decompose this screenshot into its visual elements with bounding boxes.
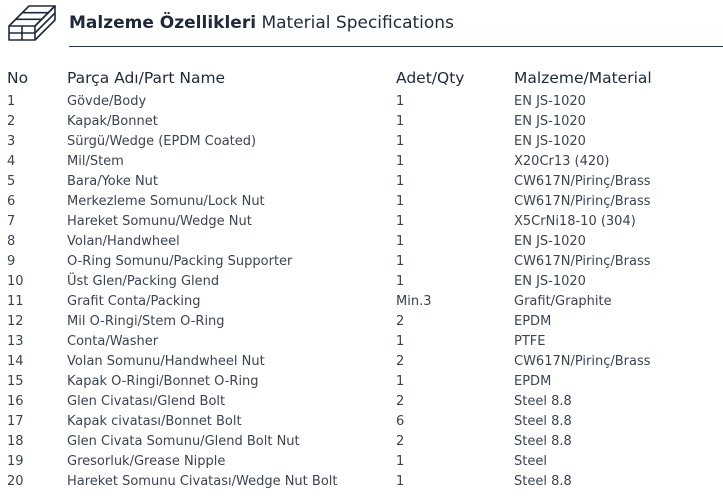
table-row [0,352,723,372]
row-material: EN JS-1020 [514,234,586,249]
row-part-name: Sürgü/Wedge (EPDM Coated) [67,134,257,149]
row-no: 17 [7,414,24,429]
row-no: 19 [7,454,24,469]
row-material: EPDM [514,374,552,389]
row-part-name: Kapak O-Ringi/Bonnet O-Ring [67,374,259,389]
row-part-name: Kapak civatası/Bonnet Bolt [67,414,242,429]
row-qty: 1 [396,254,405,269]
table-row [0,392,723,412]
row-material: EN JS-1020 [514,94,586,109]
table-row [0,132,723,152]
table-row [0,292,723,312]
table-row [0,452,723,472]
row-part-name: Gövde/Body [67,94,147,109]
table-row [0,312,723,332]
row-qty: 1 [396,274,405,289]
row-material: Steel 8.8 [514,434,572,449]
row-no: 7 [7,214,16,229]
section-header [0,0,723,46]
row-part-name: Grafit Conta/Packing [67,294,201,309]
table-header-row [0,66,723,90]
stacked-beams-icon [7,2,57,42]
row-no: 15 [7,374,24,389]
row-qty: 1 [396,374,405,389]
row-qty: 2 [396,354,405,369]
row-material: Steel 8.8 [514,414,572,429]
row-no: 11 [7,294,24,309]
row-part-name: Gresorluk/Grease Nipple [67,454,226,469]
row-material: CW617N/Pirinç/Brass [514,254,651,269]
row-no: 14 [7,354,24,369]
row-part-name: O-Ring Somunu/Packing Supporter [67,254,293,269]
row-no: 8 [7,234,16,249]
table-row [0,192,723,212]
row-part-name: Mil/Stem [67,154,124,169]
table-row [0,412,723,432]
row-part-name: Mil O-Ringi/Stem O-Ring [67,314,225,329]
row-part-name: Volan Somunu/Handwheel Nut [67,354,265,369]
row-material: CW617N/Pirinç/Brass [514,194,651,209]
row-material: X20Cr13 (420) [514,154,610,169]
row-qty: 2 [396,434,405,449]
row-material: Steel 8.8 [514,474,572,489]
table-row [0,212,723,232]
row-no: 20 [7,474,24,489]
row-part-name: Üst Glen/Packing Glend [67,274,220,289]
row-no: 18 [7,434,24,449]
title-english: Material Specifications [261,13,454,33]
row-no: 4 [7,154,16,169]
row-no: 10 [7,274,24,289]
page-title [69,12,454,34]
row-part-name: Merkezleme Somunu/Lock Nut [67,194,265,209]
row-part-name: Glen Civatası/Glend Bolt [67,394,226,409]
row-qty: 1 [396,234,405,249]
row-part-name: Bara/Yoke Nut [67,174,158,189]
row-qty: 1 [396,214,405,229]
row-material: EN JS-1020 [514,274,586,289]
table-row [0,152,723,172]
row-qty: 1 [396,114,405,129]
title-turkish: Malzeme Özellikleri [69,13,257,33]
table-row [0,432,723,452]
row-material: EN JS-1020 [514,134,586,149]
row-qty: 1 [396,94,405,109]
row-qty: 6 [396,414,405,429]
row-no: 13 [7,334,24,349]
row-material: CW617N/Pirinç/Brass [514,354,651,369]
row-qty: 2 [396,394,405,409]
table-row [0,92,723,112]
row-part-name: Glen Civata Somunu/Glend Bolt Nut [67,434,300,449]
table-row [0,232,723,252]
row-qty: 2 [396,314,405,329]
row-qty: 1 [396,194,405,209]
specifications-table [0,66,723,492]
row-material: PTFE [514,334,546,349]
row-no: 3 [7,134,16,149]
row-qty: 1 [396,454,405,469]
row-part-name: Conta/Washer [67,334,159,349]
table-row [0,112,723,132]
row-qty: 1 [396,334,405,349]
column-header-qty: Adet/Qty [396,69,465,87]
row-material: X5CrNi18-10 (304) [514,214,636,229]
row-no: 9 [7,254,16,269]
row-qty: 1 [396,174,405,189]
row-part-name: Kapak/Bonnet [67,114,158,129]
table-row [0,172,723,192]
table-row [0,472,723,492]
row-part-name: Volan/Handwheel [67,234,180,249]
row-qty: 1 [396,474,405,489]
row-qty: 1 [396,154,405,169]
row-qty: Min.3 [396,294,432,309]
row-part-name: Hareket Somunu/Wedge Nut [67,214,252,229]
column-header-no: No [7,69,29,87]
row-no: 5 [7,174,16,189]
row-no: 16 [7,394,24,409]
row-qty: 1 [396,134,405,149]
row-material: Grafit/Graphite [514,294,612,309]
row-part-name: Hareket Somunu Civatası/Wedge Nut Bolt [67,474,338,489]
row-material: Steel 8.8 [514,394,572,409]
row-no: 6 [7,194,16,209]
row-no: 2 [7,114,16,129]
table-row [0,272,723,292]
row-no: 12 [7,314,24,329]
row-material: Steel [514,454,547,469]
row-material: EPDM [514,314,552,329]
table-body [0,92,723,492]
table-row [0,372,723,392]
header-divider [69,46,723,47]
table-row [0,252,723,272]
row-material: CW617N/Pirinç/Brass [514,174,651,189]
row-no: 1 [7,94,16,109]
row-material: EN JS-1020 [514,114,586,129]
column-header-part-name: Parça Adı/Part Name [67,69,226,87]
table-row [0,332,723,352]
column-header-material: Malzeme/Material [514,69,652,87]
